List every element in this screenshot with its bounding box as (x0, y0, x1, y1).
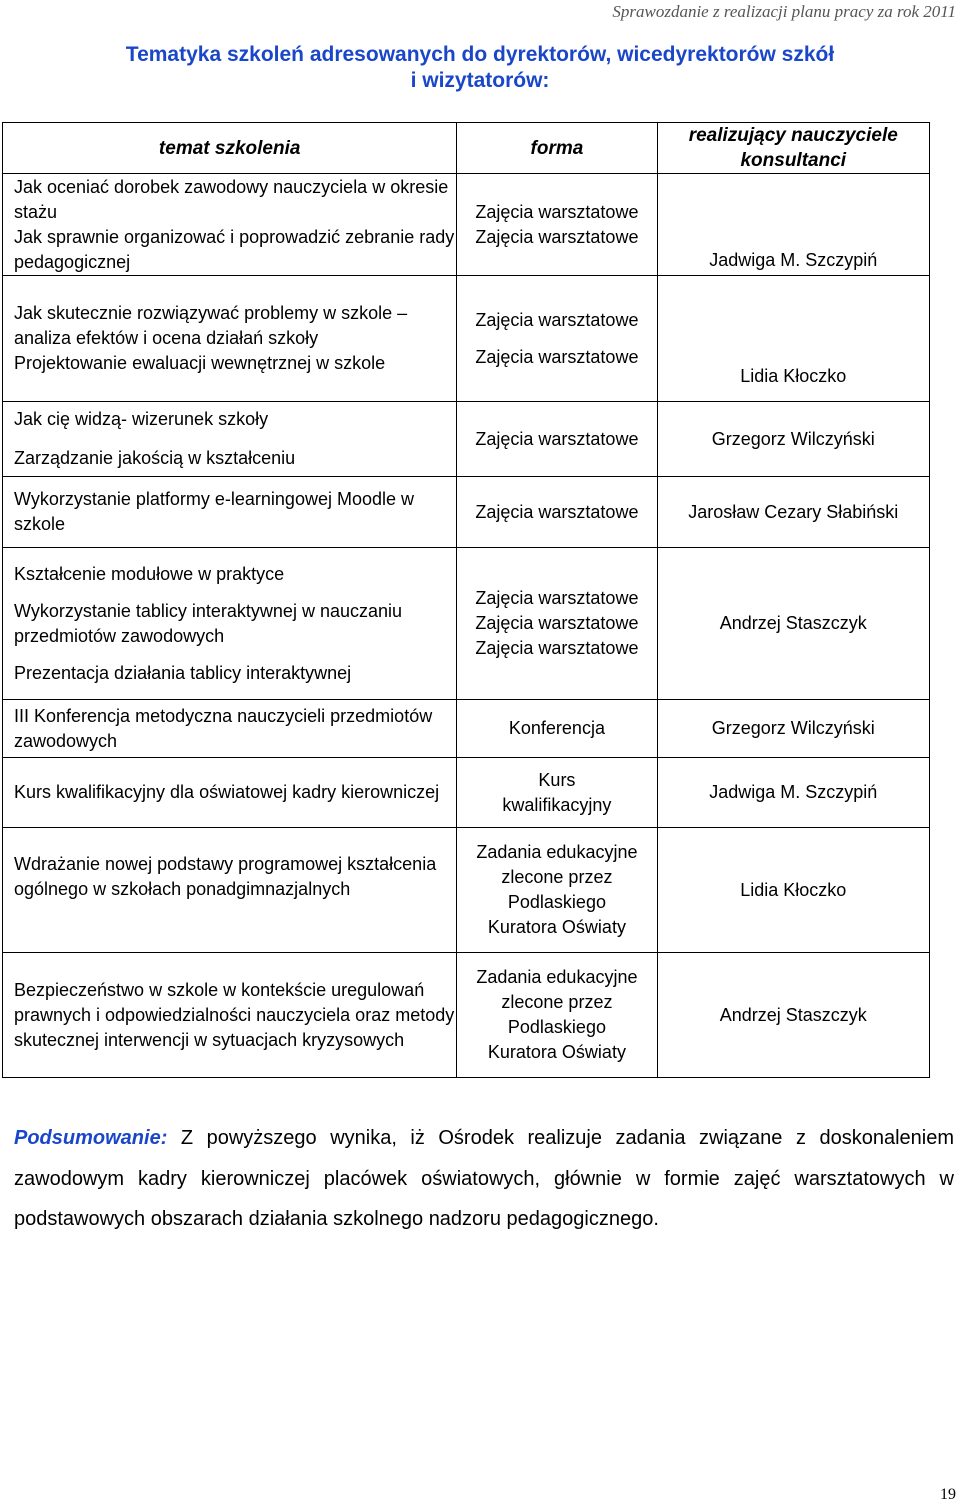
form-text: Konferencja (508, 718, 605, 738)
form-cell (457, 174, 657, 276)
topic-cell (3, 548, 457, 700)
topic-text: Zarządzanie jakością w kształceniu (14, 448, 296, 468)
topic-text: Projektowanie ewaluacji wewnętrznej w szkole (14, 353, 386, 373)
form-text: Kurs kwalifikacyjny (502, 769, 612, 815)
form-text: Zajęcia warsztatowe (475, 588, 639, 608)
form-text: Zajęcia warsztatowe (475, 346, 639, 367)
topic-text: Jak cię widzą- wizerunek szkoły (14, 409, 269, 429)
table-row (3, 276, 930, 402)
table-row (3, 548, 930, 700)
form-cell (457, 828, 657, 953)
section-title-line-2: i wizytatorów: (410, 69, 550, 92)
section-title (0, 42, 960, 94)
topic-cell (3, 477, 457, 548)
topic-text: Kurs kwalifikacyjny dla oświatowej kadry kierowniczej (14, 782, 440, 802)
table-row (3, 174, 930, 276)
form-text: Zajęcia warsztatowe (475, 428, 639, 449)
consultant-cell: Andrzej Staszczyk (657, 953, 929, 1078)
consultant-cell: Jadwiga M. Szczypiń (657, 758, 929, 828)
topic-cell (3, 276, 457, 402)
section-title-line-1: Tematyka szkoleń adresowanych do dyrektorów, wicedyrektorów szkół (125, 43, 835, 66)
topic-cell (3, 758, 457, 828)
topic-cell (3, 700, 457, 758)
form-text: Zadania edukacyjne zlecone przez Podlaskiego Kuratora Oświaty (476, 842, 638, 937)
consultant-cell: Andrzej Staszczyk (657, 548, 929, 700)
form-cell (457, 700, 657, 758)
form-text: Zajęcia warsztatowe (475, 501, 639, 522)
consultant-cell: Lidia Kłoczko (657, 276, 929, 402)
table-header-row (3, 123, 930, 174)
topic-text: Jak sprawnie organizować i poprowadzić zebranie rady pedagogicznej (14, 226, 455, 272)
table-row (3, 953, 930, 1078)
consultant-cell: Grzegorz Wilczyński (657, 402, 929, 477)
form-text: Zajęcia warsztatowe (475, 226, 639, 247)
summary-text: Z powyższego wynika, iż Ośrodek realizuje zadania związane z doskonaleniem zawodowym kadry kierowniczej placówek oświatowych, głównie w formie zajęć warsztatowych w podstawowych obszarach działania szkolnego nadzoru pedagogicznego. (14, 1127, 954, 1230)
summary-label: Podsumowanie: (14, 1127, 168, 1149)
training-topics-table (2, 122, 930, 1078)
topic-text: Wykorzystanie platformy e-learningowej Moodle w szkole (14, 489, 414, 534)
form-cell (457, 758, 657, 828)
consultant-cell: Jadwiga M. Szczypiń (657, 174, 929, 276)
form-text: Zadania edukacyjne zlecone przez Podlaskiego Kuratora Oświaty (476, 967, 638, 1062)
table-row (3, 477, 930, 548)
running-header: Sprawozdanie z realizacji planu pracy za rok 2011 (612, 2, 956, 21)
header-form: forma (457, 123, 657, 174)
consultant-cell: Grzegorz Wilczyński (657, 700, 929, 758)
topic-text: Wykorzystanie tablicy interaktywnej w nauczaniu przedmiotów zawodowych (14, 600, 403, 646)
topic-text: Bezpieczeństwo w szkole w kontekście uregulowań prawnych i odpowiedzialności nauczyciela oraz metody skutecznej interwencji w sytuacjach kryzysowych (14, 979, 455, 1050)
table-row (3, 402, 930, 477)
form-cell (457, 477, 657, 548)
header-topic: temat szkolenia (3, 123, 457, 174)
page-number: 19 (940, 1486, 956, 1503)
topic-text: Jak oceniać dorobek zawodowy nauczyciela w okresie stażu (14, 176, 449, 222)
form-text: Zajęcia warsztatowe (475, 638, 639, 658)
topic-cell (3, 402, 457, 477)
topic-text: III Konferencja metodyczna nauczycieli przedmiotów zawodowych (14, 705, 433, 751)
topic-cell (3, 828, 457, 953)
consultant-cell: Lidia Kłoczko (657, 828, 929, 953)
topic-text: Prezentacja działania tablicy interaktywnej (14, 662, 352, 683)
header-consultant: realizujący nauczyciele konsultanci (657, 123, 929, 174)
form-cell (457, 276, 657, 402)
form-cell (457, 402, 657, 477)
topic-cell (3, 953, 457, 1078)
form-cell (457, 548, 657, 700)
consultant-cell: Jarosław Cezary Słabiński (657, 477, 929, 548)
topic-text: Kształcenie modułowe w praktyce (14, 563, 285, 584)
summary-paragraph (14, 1118, 954, 1240)
topic-cell (3, 174, 457, 276)
table-row (3, 758, 930, 828)
form-text: Zajęcia warsztatowe (475, 309, 639, 330)
table-row (3, 700, 930, 758)
form-text: Zajęcia warsztatowe (475, 613, 639, 633)
table-row (3, 828, 930, 953)
form-text: Zajęcia warsztatowe (475, 201, 639, 222)
topic-text: Wdrażanie nowej podstawy programowej kształcenia ogólnego w szkołach ponadgimnazjalnych (14, 854, 437, 899)
form-cell (457, 953, 657, 1078)
topic-text: Jak skutecznie rozwiązywać problemy w szkole –analiza efektów i ocena działań szkoły (14, 303, 408, 348)
